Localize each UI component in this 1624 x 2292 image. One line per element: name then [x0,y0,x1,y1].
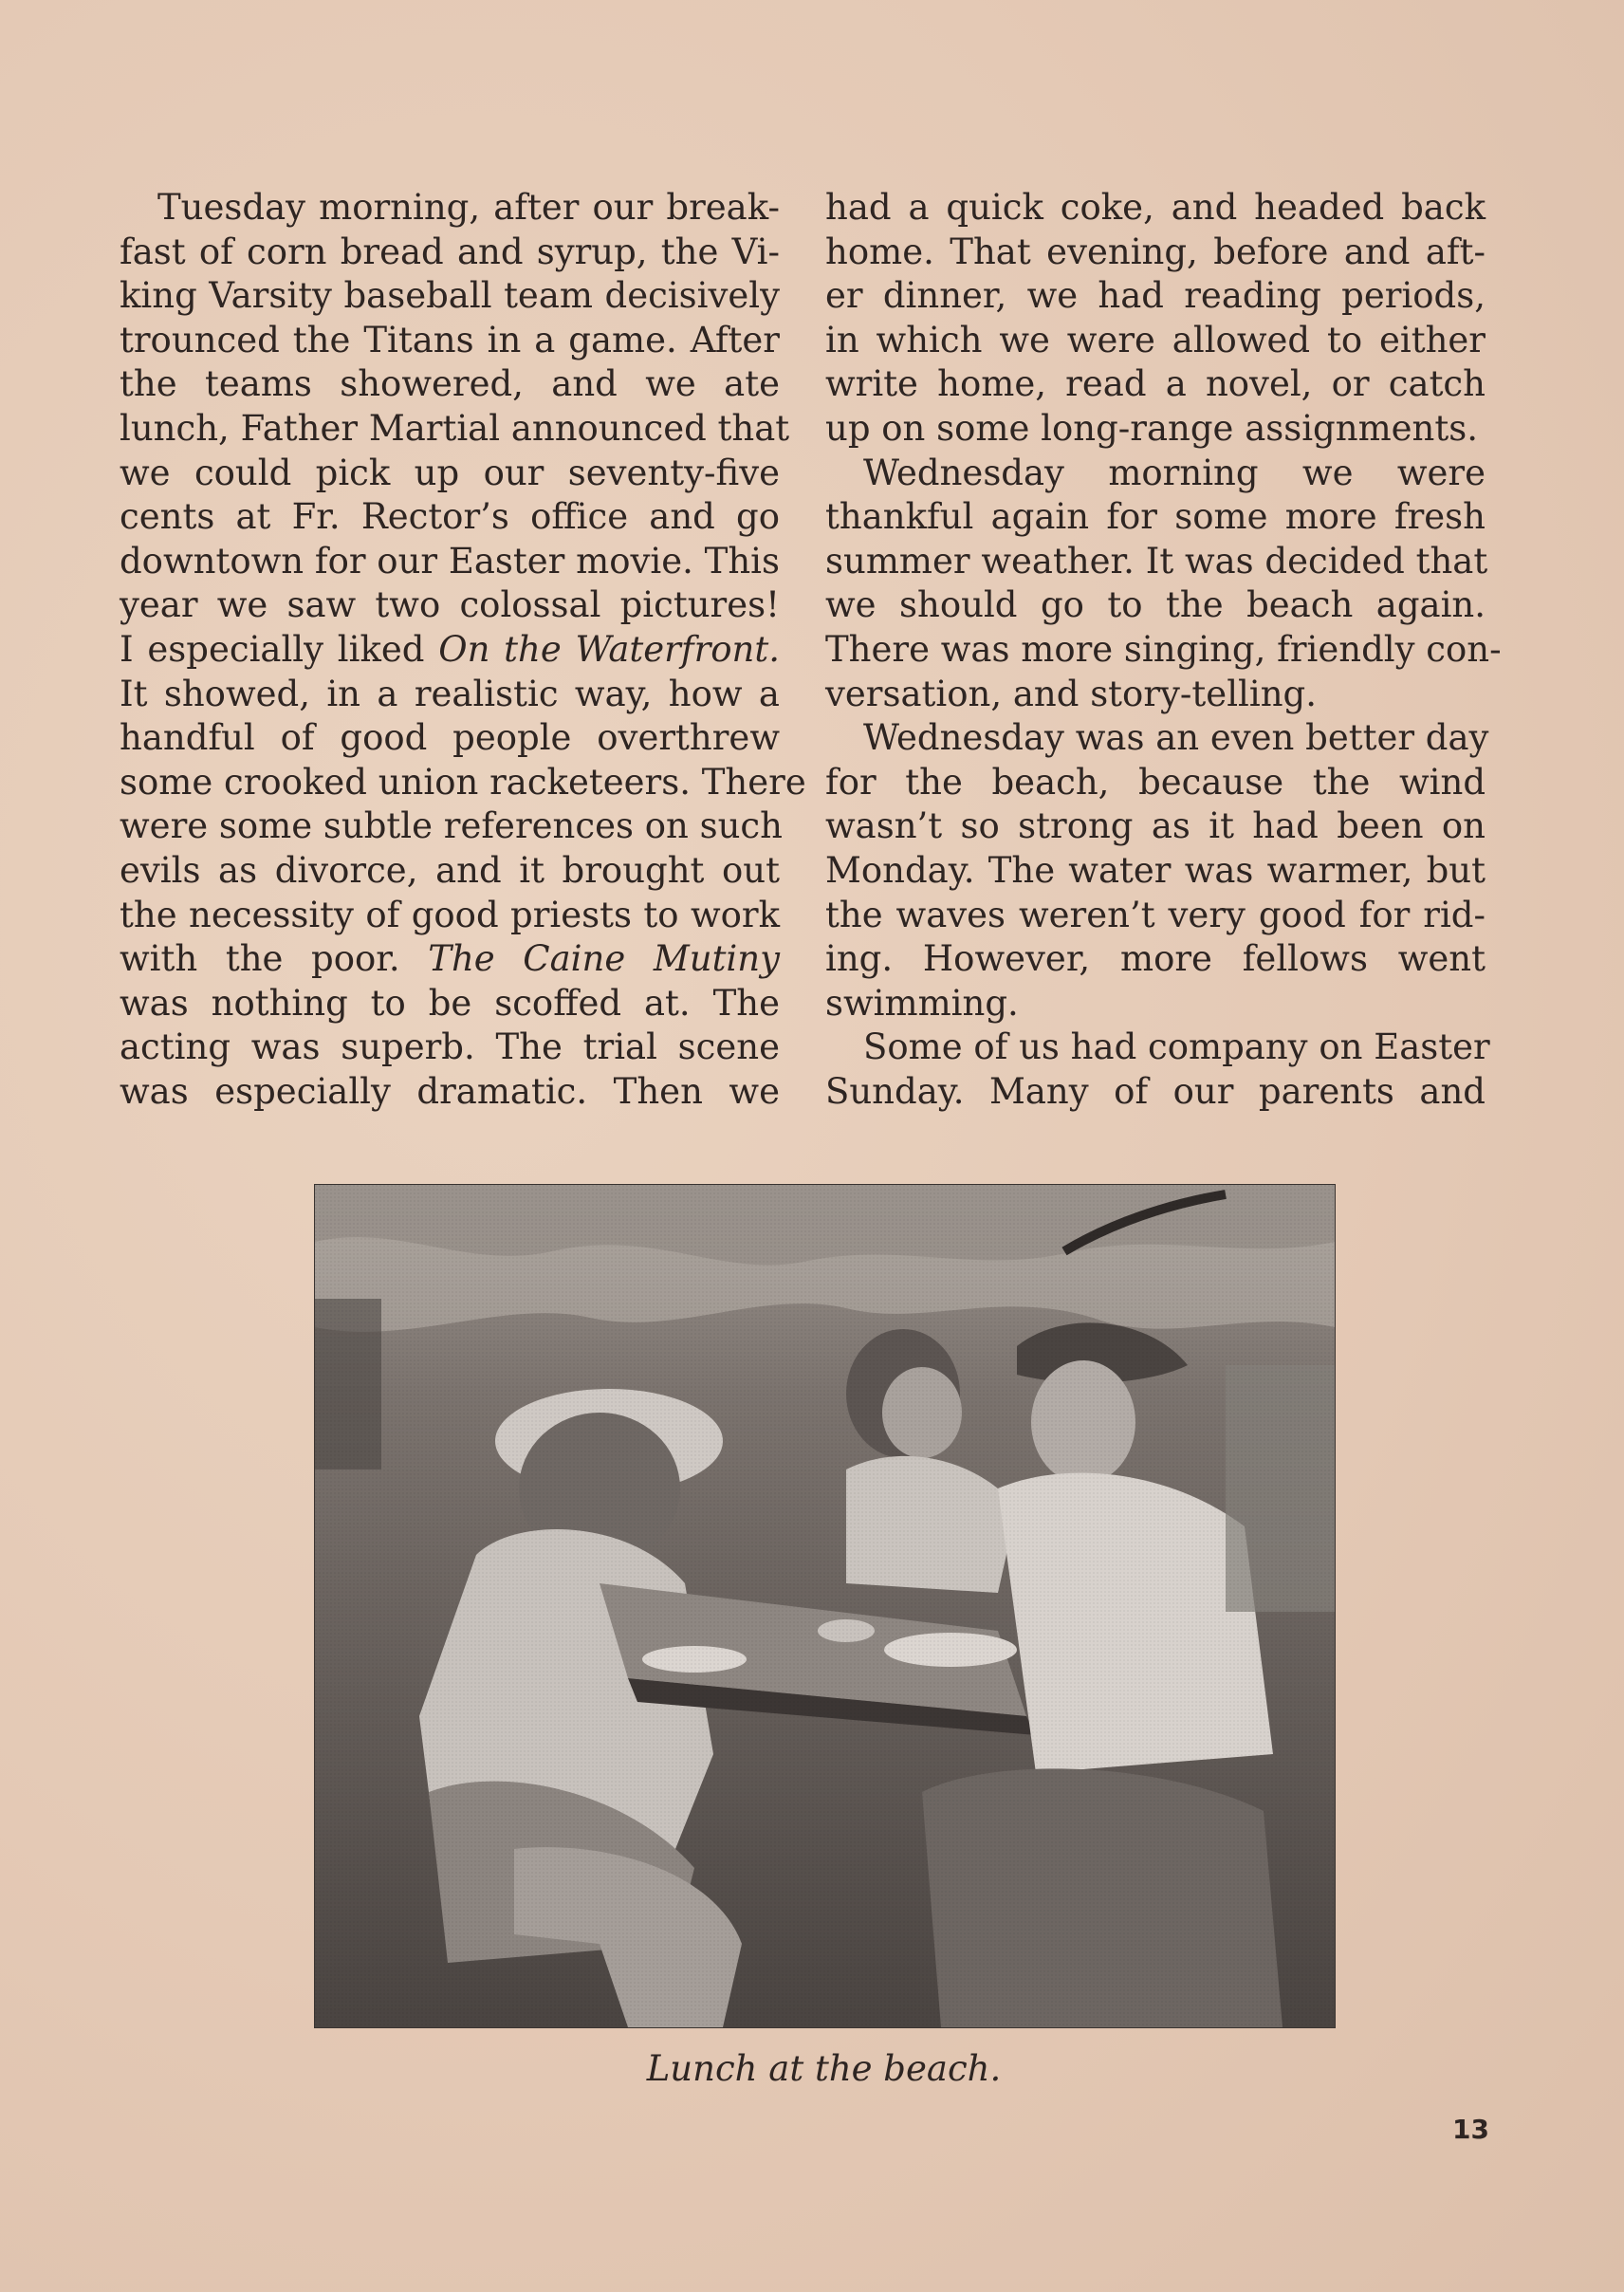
text-line [825,673,1486,717]
text-line [825,274,1486,319]
text-line [120,540,780,584]
text-line [825,849,1486,894]
text-line [825,982,1486,1026]
text-line [825,804,1486,849]
text-line [825,407,1486,452]
text-run: Monday. The water was warmer, but [825,849,1486,891]
text-line [825,761,1486,805]
text-run: the waves weren’t very good for rid- [825,894,1486,935]
beach-lunch-photo [314,1184,1336,2028]
text-line [120,319,780,363]
text-run: thankful again for some more fresh [825,496,1486,538]
italic-title: The Caine Mutiny [428,938,780,980]
text-line [120,1070,780,1115]
text-line [825,231,1486,275]
text-run: write home, read a novel, or catch [825,363,1486,405]
text-run: was nothing to be scoffed at. The [120,982,780,1024]
text-line [825,716,1489,761]
text-run: had a quick coke, and headed back [825,187,1486,228]
text-run: Tuesday morning, after our break- [157,187,780,228]
text-line [120,362,780,407]
text-run: ing. However, more fellows went [825,938,1486,980]
text-run: cents at Fr. Rector’s office and go [120,496,780,538]
text-line [120,628,780,673]
photo-illustration [315,1185,1335,2027]
text-run: wasn’t so strong as it had been on [825,805,1486,847]
text-run: acting was superb. The trial scene [120,1026,780,1068]
text-run: we could pick up our seventy-five [120,452,780,493]
text-run: downtown for our Easter movie. This [120,540,780,582]
text-line [120,673,780,717]
text-run: fast of corn bread and syrup, the Vi- [120,231,780,272]
text-run: evils as divorce, and it brought out [120,849,780,891]
text-line [825,1026,1490,1070]
text-line [120,407,790,452]
text-run: for the beach, because the wind [825,761,1486,803]
text-run: we should go to the beach again. [825,584,1486,626]
text-line [825,1070,1486,1115]
text-run: Wednesday was an even better day [863,717,1489,759]
text-run: handful of good people overthrew [120,717,780,759]
text-line [120,937,780,982]
text-run: lunch, Father Martial announced that [120,407,790,449]
text-run: were some subtle references on such [120,805,783,847]
photo-caption: Lunch at the beach. [646,2048,1002,2089]
text-line [825,495,1486,540]
text-run: was especially dramatic. Then we [120,1070,780,1112]
text-run: king Varsity baseball team decisively [120,275,780,317]
right-column [825,186,1502,1114]
page-number: 13 [1452,2114,1489,2145]
text-run: er dinner, we had reading periods, [825,275,1486,317]
text-line [120,231,780,275]
text-line [825,362,1486,407]
italic-title: On the Waterfront. [438,628,780,670]
text-run: home. That evening, before and aft- [825,231,1486,272]
text-run: Some of us had company on Easter [863,1026,1490,1068]
text-run: year we saw two colossal pictures! [120,584,780,626]
text-line [825,186,1486,231]
text-line [120,274,780,319]
text-run: trounced the Titans in a game. After [120,319,780,360]
text-line [120,894,780,938]
left-column [120,186,806,1114]
text-run: versation, and story-telling. [825,673,1317,714]
text-line [825,583,1486,628]
text-run: It showed, in a realistic way, how a [120,673,780,714]
text-line [120,849,780,894]
text-run: with the poor. [120,938,429,980]
text-run: Wednesday morning we were [863,452,1486,493]
text-run: There was more singing, friendly con- [825,628,1502,670]
text-run: summer weather. It was decided that [825,540,1488,582]
text-line [120,1026,780,1070]
text-line [825,894,1486,938]
text-line [120,716,780,761]
text-run: swimming. [825,982,1019,1024]
text-run: I especially liked [120,628,439,670]
text-line [825,540,1486,584]
text-line [120,761,806,805]
text-line [120,804,783,849]
text-run: in which we were allowed to either [825,319,1486,360]
text-line [825,452,1486,496]
text-run: up on some long-range assignments. [825,407,1479,449]
text-line [120,495,780,540]
text-line [120,583,780,628]
text-line [120,982,780,1026]
text-line [825,319,1486,363]
text-line [825,937,1486,982]
text-line [120,186,780,231]
text-run: the necessity of good priests to work [120,894,780,935]
text-run: the teams showered, and we ate [120,363,780,405]
text-line [120,452,780,496]
text-line [825,628,1502,673]
text-run: Sunday. Many of our parents and [825,1070,1486,1112]
text-run: some crooked union racketeers. There [120,761,806,803]
